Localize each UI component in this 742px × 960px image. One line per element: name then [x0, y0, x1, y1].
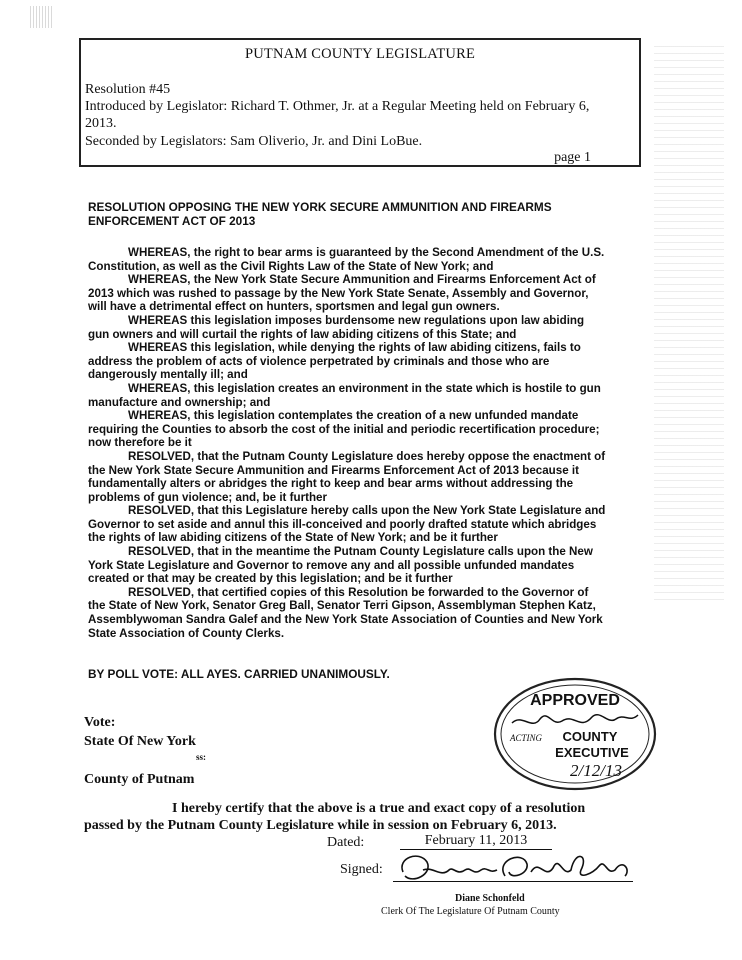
- clause-rest: manufacture and ownership; and: [88, 395, 271, 409]
- clause: [88, 246, 648, 273]
- stamp-acting: ACTING: [510, 733, 543, 743]
- clause: [88, 273, 648, 314]
- clause: [88, 314, 648, 341]
- clerk-name: Diane Schonfeld: [455, 893, 525, 904]
- clause-first-line: WHEREAS this legislation imposes burdensome new regulations upon law abiding: [128, 313, 585, 327]
- clause-rest: requiring the Counties to absorb the cost of the initial and periodic recertification procedure; now therefore be it: [88, 422, 600, 450]
- approval-stamp: [492, 675, 658, 793]
- dated-label: Dated:: [327, 835, 365, 850]
- state-label: State Of New York: [84, 734, 196, 749]
- clerk-title: Clerk Of The Legislature Of Putnam County: [381, 906, 560, 917]
- clause-first-line: WHEREAS this legislation, while denying the rights of law abiding citizens, fails to: [128, 341, 581, 355]
- clause: [88, 450, 648, 504]
- vote-label: Vote:: [84, 715, 116, 730]
- clause: [88, 504, 648, 545]
- clause-rest: gun owners and will curtail the rights of law abiding citizens of this State; and: [88, 327, 517, 341]
- clause-rest: the New York State Secure Ammunition and Firearms Enforcement Act of 2013 because it fundamentally alters or abridges the right to keep and bear arms without addressing the problems of gun violence; and, be it further: [88, 463, 579, 504]
- resolution-number: Resolution #45: [85, 82, 171, 97]
- clause: [88, 545, 648, 586]
- clause-first-line: RESOLVED, that this Legislature hereby calls upon the New York State Legislature and: [128, 504, 606, 518]
- resolution-body: [88, 246, 648, 640]
- page-number: page 1: [554, 150, 591, 165]
- clause: [88, 382, 648, 409]
- clause-rest: Constitution, as well as the Civil Rights Law of the State of New York; and: [88, 259, 494, 273]
- dated-value: February 11, 2013: [400, 833, 552, 850]
- resolution-title: [88, 200, 588, 228]
- poll-vote: BY POLL VOTE: ALL AYES. CARRIED UNANIMOUSLY.: [88, 667, 390, 681]
- county-label: County of Putnam: [84, 772, 195, 787]
- ss-label: ss:: [196, 752, 207, 762]
- clause-rest: address the problem of acts of violence perpetrated by criminals and those who are dangerously mentally ill; and: [88, 354, 550, 382]
- clause-rest: 2013 which was rushed to passage by the New York State Senate, Assembly and Governor, will have a detrimental effect on hunters, sportsmen and legal gun owners.: [88, 286, 589, 314]
- stamp-signature: [512, 715, 638, 724]
- scan-artifact: [654, 40, 724, 600]
- clause-first-line: RESOLVED, that the Putnam County Legislature does hereby oppose the enactment of: [128, 449, 606, 463]
- resolution-header-box: [79, 38, 641, 167]
- clause-first-line: RESOLVED, that certified copies of this Resolution be forwarded to the Governor of: [128, 585, 589, 599]
- clause-rest: York State Legislature and Governor to remove any and all possible unfunded mandates created or that may be created by this legislation; and be it further: [88, 558, 575, 586]
- clause-rest: the State of New York, Senator Greg Ball, Senator Terri Gipson, Assemblyman Stephen Katz, Assemblywoman Sandra Galef and the New York State Association of Counties and New York State Association of County Clerks.: [88, 599, 603, 640]
- stamp-county: COUNTY: [562, 729, 618, 744]
- introduced-by-cont: 2013.: [85, 116, 117, 131]
- clause: [88, 341, 648, 382]
- scan-artifact: [30, 6, 52, 28]
- stamp-approved: APPROVED: [530, 692, 620, 709]
- clause: [88, 409, 648, 450]
- resolution-title-line: ENFORCEMENT ACT OF 2013: [88, 214, 256, 228]
- clause-first-line: WHEREAS, the New York State Secure Ammunition and Firearms Enforcement Act of: [128, 273, 596, 287]
- certification-line: I hereby certify that the above is a true and exact copy of a resolution: [172, 801, 586, 816]
- clause: [88, 586, 648, 640]
- signature-line: [393, 881, 633, 882]
- stamp-executive: EXECUTIVE: [555, 745, 629, 760]
- seconded-by: Seconded by Legislators: Sam Oliverio, Jr. and Dini LoBue.: [85, 134, 423, 149]
- clause-first-line: WHEREAS, this legislation creates an environment in the state which is hostile to gun: [128, 381, 601, 395]
- certification-line: passed by the Putnam County Legislature while in session on February 6, 2013.: [84, 818, 557, 833]
- introduced-by: Introduced by Legislator: Richard T. Othmer, Jr. at a Regular Meeting held on February 6,: [85, 99, 590, 114]
- clause-first-line: WHEREAS, this legislation contemplates the creation of a new unfunded mandate: [128, 409, 579, 423]
- clause-first-line: WHEREAS, the right to bear arms is guaranteed by the Second Amendment of the U.S.: [128, 246, 605, 259]
- signed-label: Signed:: [340, 862, 383, 877]
- org-title: PUTNAM COUNTY LEGISLATURE: [244, 46, 475, 62]
- clause-rest: Governor to set aside and annul this ill-conceived and poorly drafted statute which abridges the rights of law abiding citizens of the State of New York; and be it further: [88, 517, 597, 545]
- clause-first-line: RESOLVED, that in the meantime the Putnam County Legislature calls upon the New: [128, 545, 593, 559]
- handwritten-signature: [393, 840, 643, 890]
- certification: [84, 800, 664, 834]
- stamp-date: 2/12/13: [570, 761, 622, 780]
- resolution-title-line: RESOLUTION OPPOSING THE NEW YORK SECURE AMMUNITION AND FIREARMS: [88, 200, 552, 214]
